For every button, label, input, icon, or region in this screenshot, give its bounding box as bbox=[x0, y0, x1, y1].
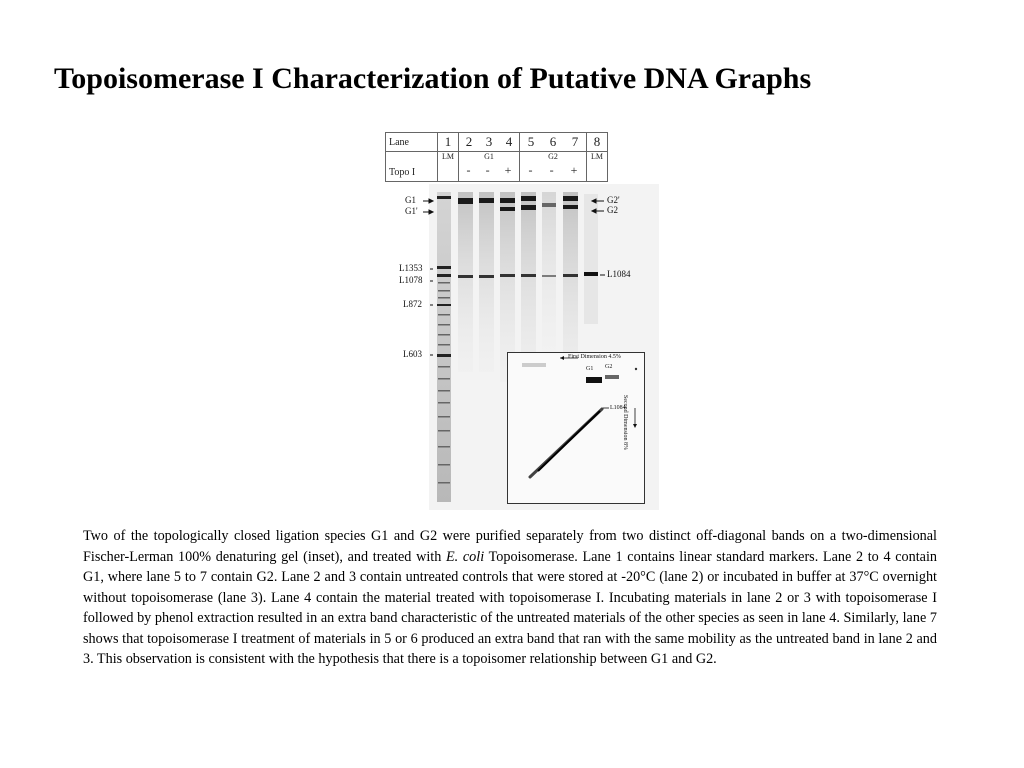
lane-number: 4 bbox=[505, 134, 513, 149]
lane-numbers-g1 bbox=[459, 133, 520, 152]
label-l1078: L1078 bbox=[399, 275, 423, 285]
lane-numbers-g2 bbox=[520, 133, 587, 152]
lane-key: Lane bbox=[386, 133, 438, 152]
topo-mark: + bbox=[504, 163, 512, 177]
label-g1: G1 bbox=[405, 195, 416, 205]
topo-key: Topo I bbox=[386, 152, 438, 182]
lane-number: 1 bbox=[438, 133, 459, 152]
group-g2: G2 - - + bbox=[520, 152, 587, 182]
topo-mark: - bbox=[528, 163, 533, 177]
caption-italic: E. coli bbox=[445, 548, 485, 565]
inset-g1: G1 bbox=[586, 366, 594, 372]
inset-second-dimension: Second Dimension 8% bbox=[622, 395, 628, 450]
label-l1353: L1353 bbox=[399, 263, 423, 273]
label-l1084: L1084 bbox=[607, 269, 631, 279]
inset-g2: G2 bbox=[605, 364, 613, 370]
lane-number: 7 bbox=[571, 134, 579, 149]
inset-first-dimension: First Dimension 4.5% bbox=[568, 354, 621, 360]
label-l603: L603 bbox=[403, 349, 422, 359]
lane-table bbox=[385, 132, 608, 182]
topo-mark: - bbox=[466, 163, 471, 177]
label-g2: G2 bbox=[607, 205, 618, 215]
topo-mark: + bbox=[570, 163, 578, 177]
inset-2d-gel bbox=[507, 352, 645, 504]
lane-header-row bbox=[386, 133, 608, 152]
label-g2-prime: G2' bbox=[607, 195, 620, 205]
inset-l1084: L1084 bbox=[610, 405, 626, 411]
lane-detail-row bbox=[386, 152, 608, 182]
lane-number: 5 bbox=[527, 134, 535, 149]
gel-figure bbox=[385, 132, 660, 510]
group-lm-1: LM bbox=[438, 152, 459, 182]
topo-mark: - bbox=[485, 163, 490, 177]
lane-number: 3 bbox=[485, 134, 493, 149]
caption-text: Topoisomerase. Lane 1 contains linear standard markers. Lane 2 to 4 contain G1, where lane 5 to 7 contain G2. Lane 2 and 3 contain untreated controls that were stored at -20°C (lane 2) or incubated in buffer at 37°C overnight without topoisomerase (lane 3). Lane 4 contain the material treated with topoisomerase I. Incubating materials in lane 2 or 3 with topoisomerase I followed by phenol extraction resulted in an extra band characteristic of the untreated materials of the other species as seen in lane 4. Similarly, lane 7 shows that topoisomerase I treatment of materials in 5 or 6 produced an extra band that ran with the same mobility as the untreated band in lane 2 and 3. This observation is consistent with the hypothesis that there is a topoisomer relationship between G1 and G2. bbox=[83, 548, 937, 667]
group-lm-8: LM bbox=[587, 152, 608, 182]
lane-number: 6 bbox=[549, 134, 557, 149]
label-g1-prime: G1' bbox=[405, 206, 418, 216]
figure-caption bbox=[83, 526, 937, 670]
topo-mark: - bbox=[549, 163, 554, 177]
lane-number: 8 bbox=[587, 133, 608, 152]
group-g1: G1 - - + bbox=[459, 152, 520, 182]
page-title: Topoisomerase I Characterization of Putative DNA Graphs bbox=[54, 62, 812, 95]
lane-number: 2 bbox=[465, 134, 473, 149]
label-l872: L872 bbox=[403, 299, 422, 309]
caption-text: Two of the topologically closed ligation species G1 and G2 were purified separately from two distinct off-diagonal bands on a two-dimensional Fischer-Lerman 100% denaturing gel (inset), and treated with bbox=[83, 528, 937, 565]
